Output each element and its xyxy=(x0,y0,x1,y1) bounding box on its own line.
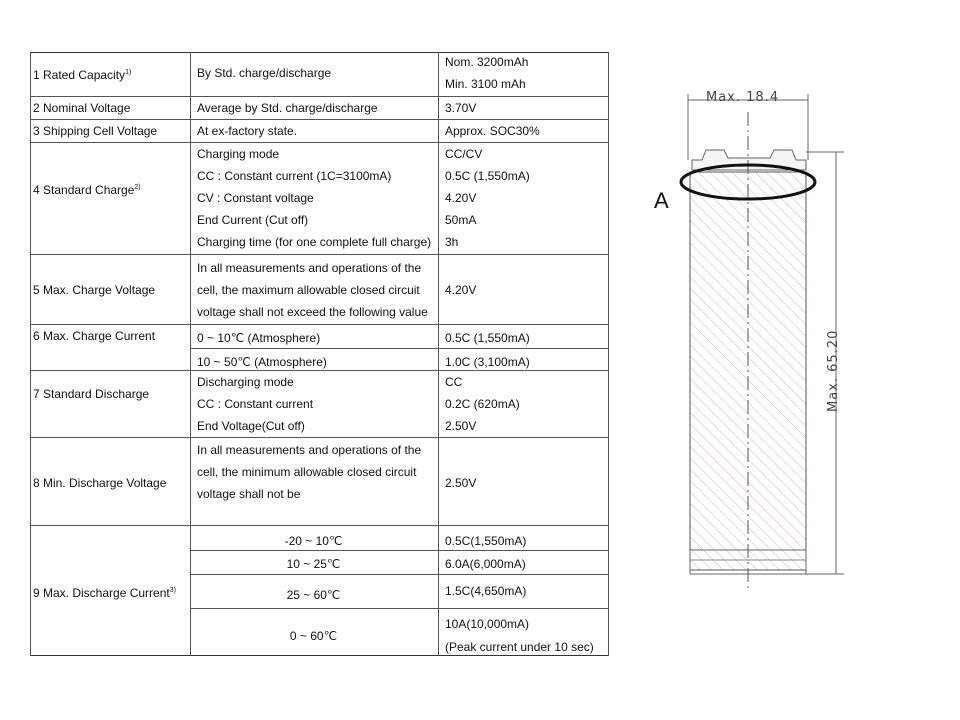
condition-text: 0 ~ 60℃ xyxy=(289,629,338,643)
sub-row-divider xyxy=(190,348,608,349)
height-label: Max. 65.20 xyxy=(826,329,841,412)
condition-text: By Std. charge/discharge xyxy=(197,66,332,80)
condition-text: 25 ~ 60℃ xyxy=(286,588,341,602)
table-row xyxy=(30,254,609,324)
condition-text: At ex-factory state. xyxy=(197,124,298,138)
table-row xyxy=(30,370,609,437)
value-text: 3.70V xyxy=(445,101,477,115)
table-row xyxy=(30,324,609,370)
value-text: Approx. SOC30% xyxy=(445,124,540,138)
item-label: 9 Max. Discharge Current$^{3)}$ xyxy=(33,586,176,600)
spec-table xyxy=(30,52,609,656)
item-label: 7 Standard Discharge xyxy=(33,387,150,401)
item-label: 6 Max. Charge Current xyxy=(33,329,156,343)
condition-text: 10 ~ 50℃ (Atmosphere) xyxy=(197,355,327,369)
condition-text: Charging mode xyxy=(197,147,280,161)
condition-text: cell, the maximum allowable closed circuit xyxy=(197,283,420,297)
condition-text: cell, the minimum allowable closed circuit xyxy=(197,465,417,479)
value-text: 0.5C(1,550mA) xyxy=(445,534,527,548)
battery-drawing xyxy=(640,80,860,600)
item-label: 5 Max. Charge Voltage xyxy=(33,283,156,297)
value-text: 50mA xyxy=(445,213,477,227)
table-row xyxy=(30,525,609,655)
value-text: 0.5C (1,550mA) xyxy=(445,331,530,345)
value-text: Min. 3100 mAh xyxy=(445,77,526,91)
value-text: Nom. 3200mAh xyxy=(445,55,529,69)
condition-text: Discharging mode xyxy=(197,375,294,389)
table-row xyxy=(30,437,609,525)
table-row xyxy=(30,52,609,96)
item-label: 8 Min. Discharge Voltage xyxy=(33,476,167,490)
condition-text: Average by Std. charge/discharge xyxy=(197,101,378,115)
table-row xyxy=(30,142,609,254)
value-text: 2.50V xyxy=(445,419,477,433)
condition-text: -20 ~ 10℃ xyxy=(284,534,343,548)
condition-text: voltage shall not be xyxy=(197,487,301,501)
callout-label: A xyxy=(654,188,669,213)
table-row xyxy=(30,96,609,119)
item-label: 2 Nominal Voltage xyxy=(33,101,131,115)
sub-row-divider xyxy=(190,574,608,575)
condition-text: End Current (Cut off) xyxy=(197,213,309,227)
item-label: 4 Standard Charge$^{2)}$ xyxy=(33,183,141,197)
value-text: 4.20V xyxy=(445,283,477,297)
sub-row-divider xyxy=(190,608,608,609)
value-text: 6.0A(6,000mA) xyxy=(445,557,526,571)
value-text: 2.50V xyxy=(445,476,477,490)
condition-text: 10 ~ 25℃ xyxy=(286,557,341,571)
condition-text: voltage shall not exceed the following value xyxy=(197,305,428,319)
value-text: 0.5C (1,550mA) xyxy=(445,169,530,183)
value-text: (Peak current under 10 sec) xyxy=(445,640,594,654)
condition-text: CC : Constant current (1C=3100mA) xyxy=(197,169,392,183)
condition-text: In all measurements and operations of the xyxy=(197,443,422,457)
value-text: CC/CV xyxy=(445,147,483,161)
value-text: 10A(10,000mA) xyxy=(445,617,530,631)
value-text: 0.2C (620mA) xyxy=(445,397,520,411)
item-label: 3 Shipping Cell Voltage xyxy=(33,124,158,138)
value-text: 3h xyxy=(445,235,459,249)
condition-text: 0 ~ 10℃ (Atmosphere) xyxy=(197,331,321,345)
value-text: 1.0C (3,100mA) xyxy=(445,355,530,369)
table-row xyxy=(30,119,609,142)
width-label: Max. 18.4 xyxy=(706,90,780,105)
item-label: 1 Rated Capacity$^{1)}$ xyxy=(33,68,132,82)
condition-text: Charging time (for one complete full charge) xyxy=(197,235,432,249)
value-text: CC xyxy=(445,375,463,389)
condition-text: In all measurements and operations of the xyxy=(197,261,422,275)
value-text: 4.20V xyxy=(445,191,477,205)
condition-text: CC : Constant current xyxy=(197,397,314,411)
value-text: 1.5C(4,650mA) xyxy=(445,584,527,598)
condition-text: End Voltage(Cut off) xyxy=(197,419,305,433)
condition-text: CV : Constant voltage xyxy=(197,191,314,205)
sub-row-divider xyxy=(190,550,608,551)
